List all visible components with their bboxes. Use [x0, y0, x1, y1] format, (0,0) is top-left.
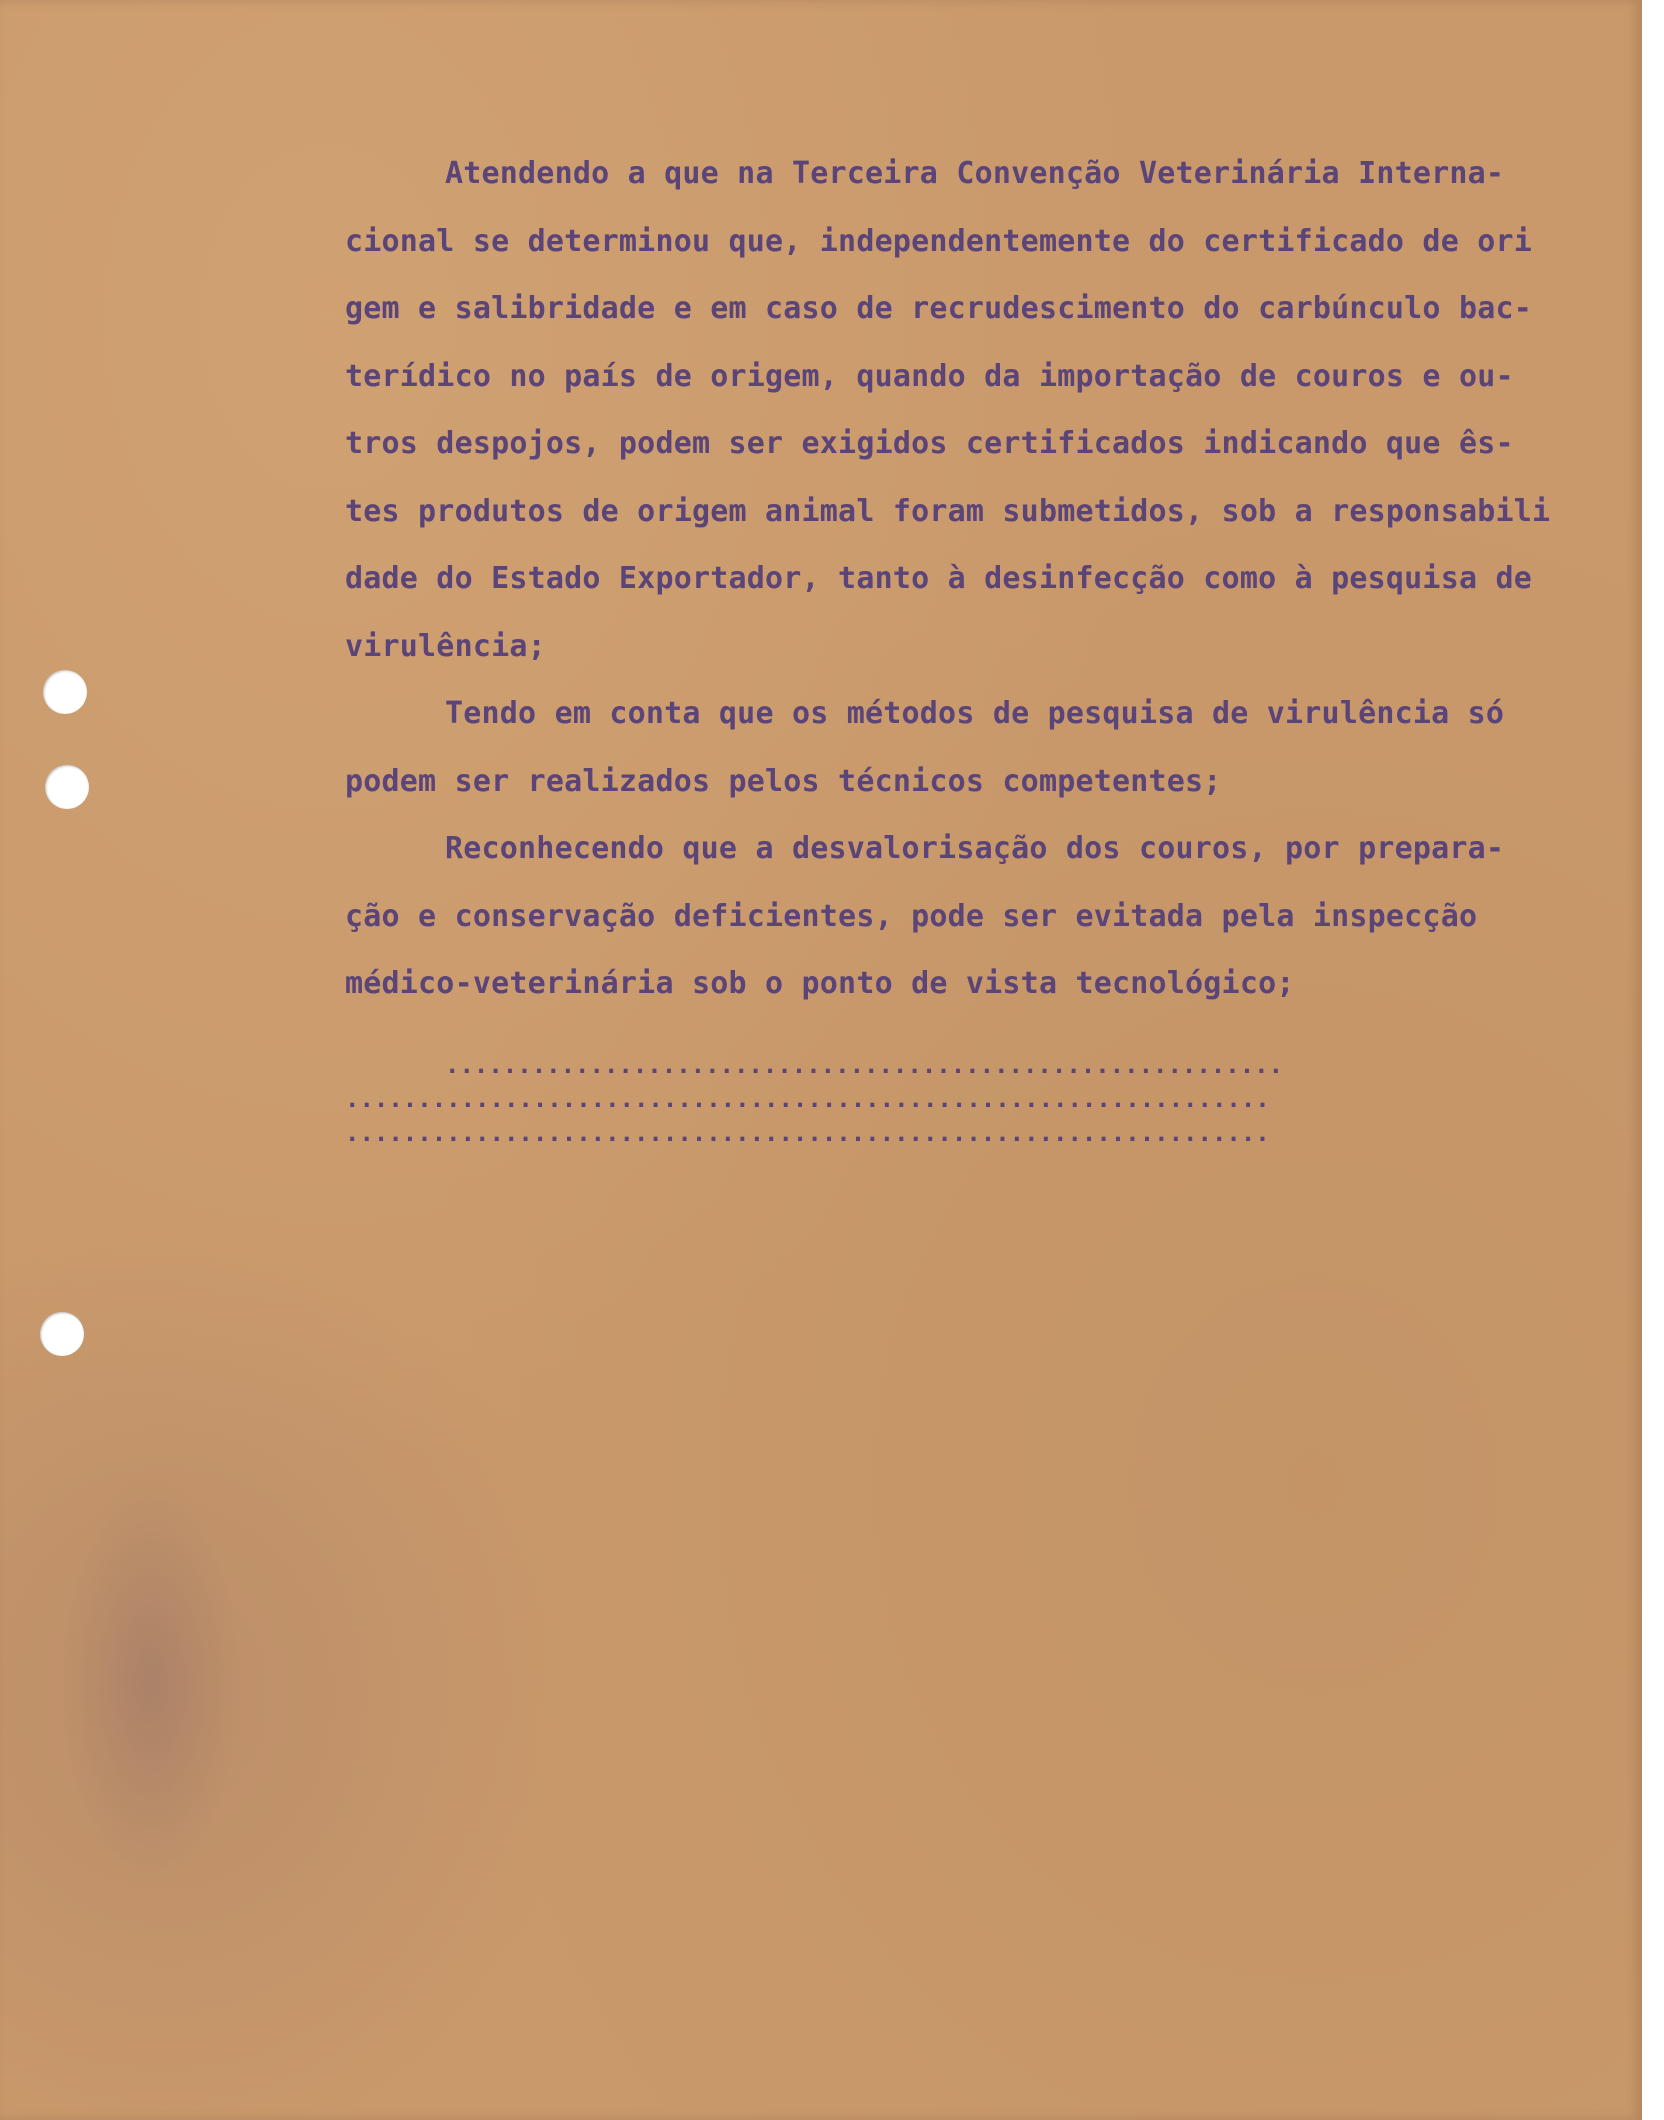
text-line: ção e conservação deficientes, pode ser evitada pela inspecção: [345, 898, 1478, 934]
text-line: Reconhecendo que a desvalorisação dos couros, por prepara-: [445, 831, 1505, 866]
paragraph-reconhecendo: [345, 815, 1640, 1018]
text-line: Tendo em conta que os métodos de pesquisa de virulência só: [445, 696, 1505, 731]
paper-stain: [60, 1470, 240, 1890]
paragraph-tendo: [345, 680, 1640, 815]
punch-hole-bottom: [40, 1312, 84, 1356]
dot-line: ..........................................................: [445, 1050, 1284, 1079]
text-line: virulência;: [345, 628, 546, 664]
text-line: Atendendo a que na Terceira Convenção Veterinária Interna-: [445, 156, 1505, 191]
text-line: dade do Estado Exportador, tanto à desinfecção como à pesquisa de: [345, 561, 1532, 596]
text-line: terídico no país de origem, quando da importação de couros e ou-: [345, 358, 1514, 394]
text-line: tes produtos de origem animal foram submetidos, sob a responsabili: [345, 493, 1551, 529]
text-line: gem e salibridade e em caso de recrudescimento do carbúnculo bac-: [345, 291, 1532, 326]
document-body: [345, 140, 1640, 1150]
punch-hole-top: [43, 670, 87, 714]
punch-hole-middle: [45, 765, 89, 809]
text-line: podem ser realizados pelos técnicos competentes;: [345, 763, 1222, 799]
dotted-separator: [345, 1048, 1640, 1150]
paragraph-atendendo: [345, 140, 1640, 680]
dot-line: ................................................................: [345, 1118, 1270, 1147]
text-line: tros despojos, podem ser exigidos certificados indicando que ês-: [345, 426, 1514, 461]
text-line: cional se determinou que, independentemente do certificado de ori: [345, 223, 1532, 259]
dot-line: ................................................................: [345, 1084, 1270, 1113]
text-line: médico-veterinária sob o ponto de vista tecnológico;: [345, 966, 1295, 1001]
